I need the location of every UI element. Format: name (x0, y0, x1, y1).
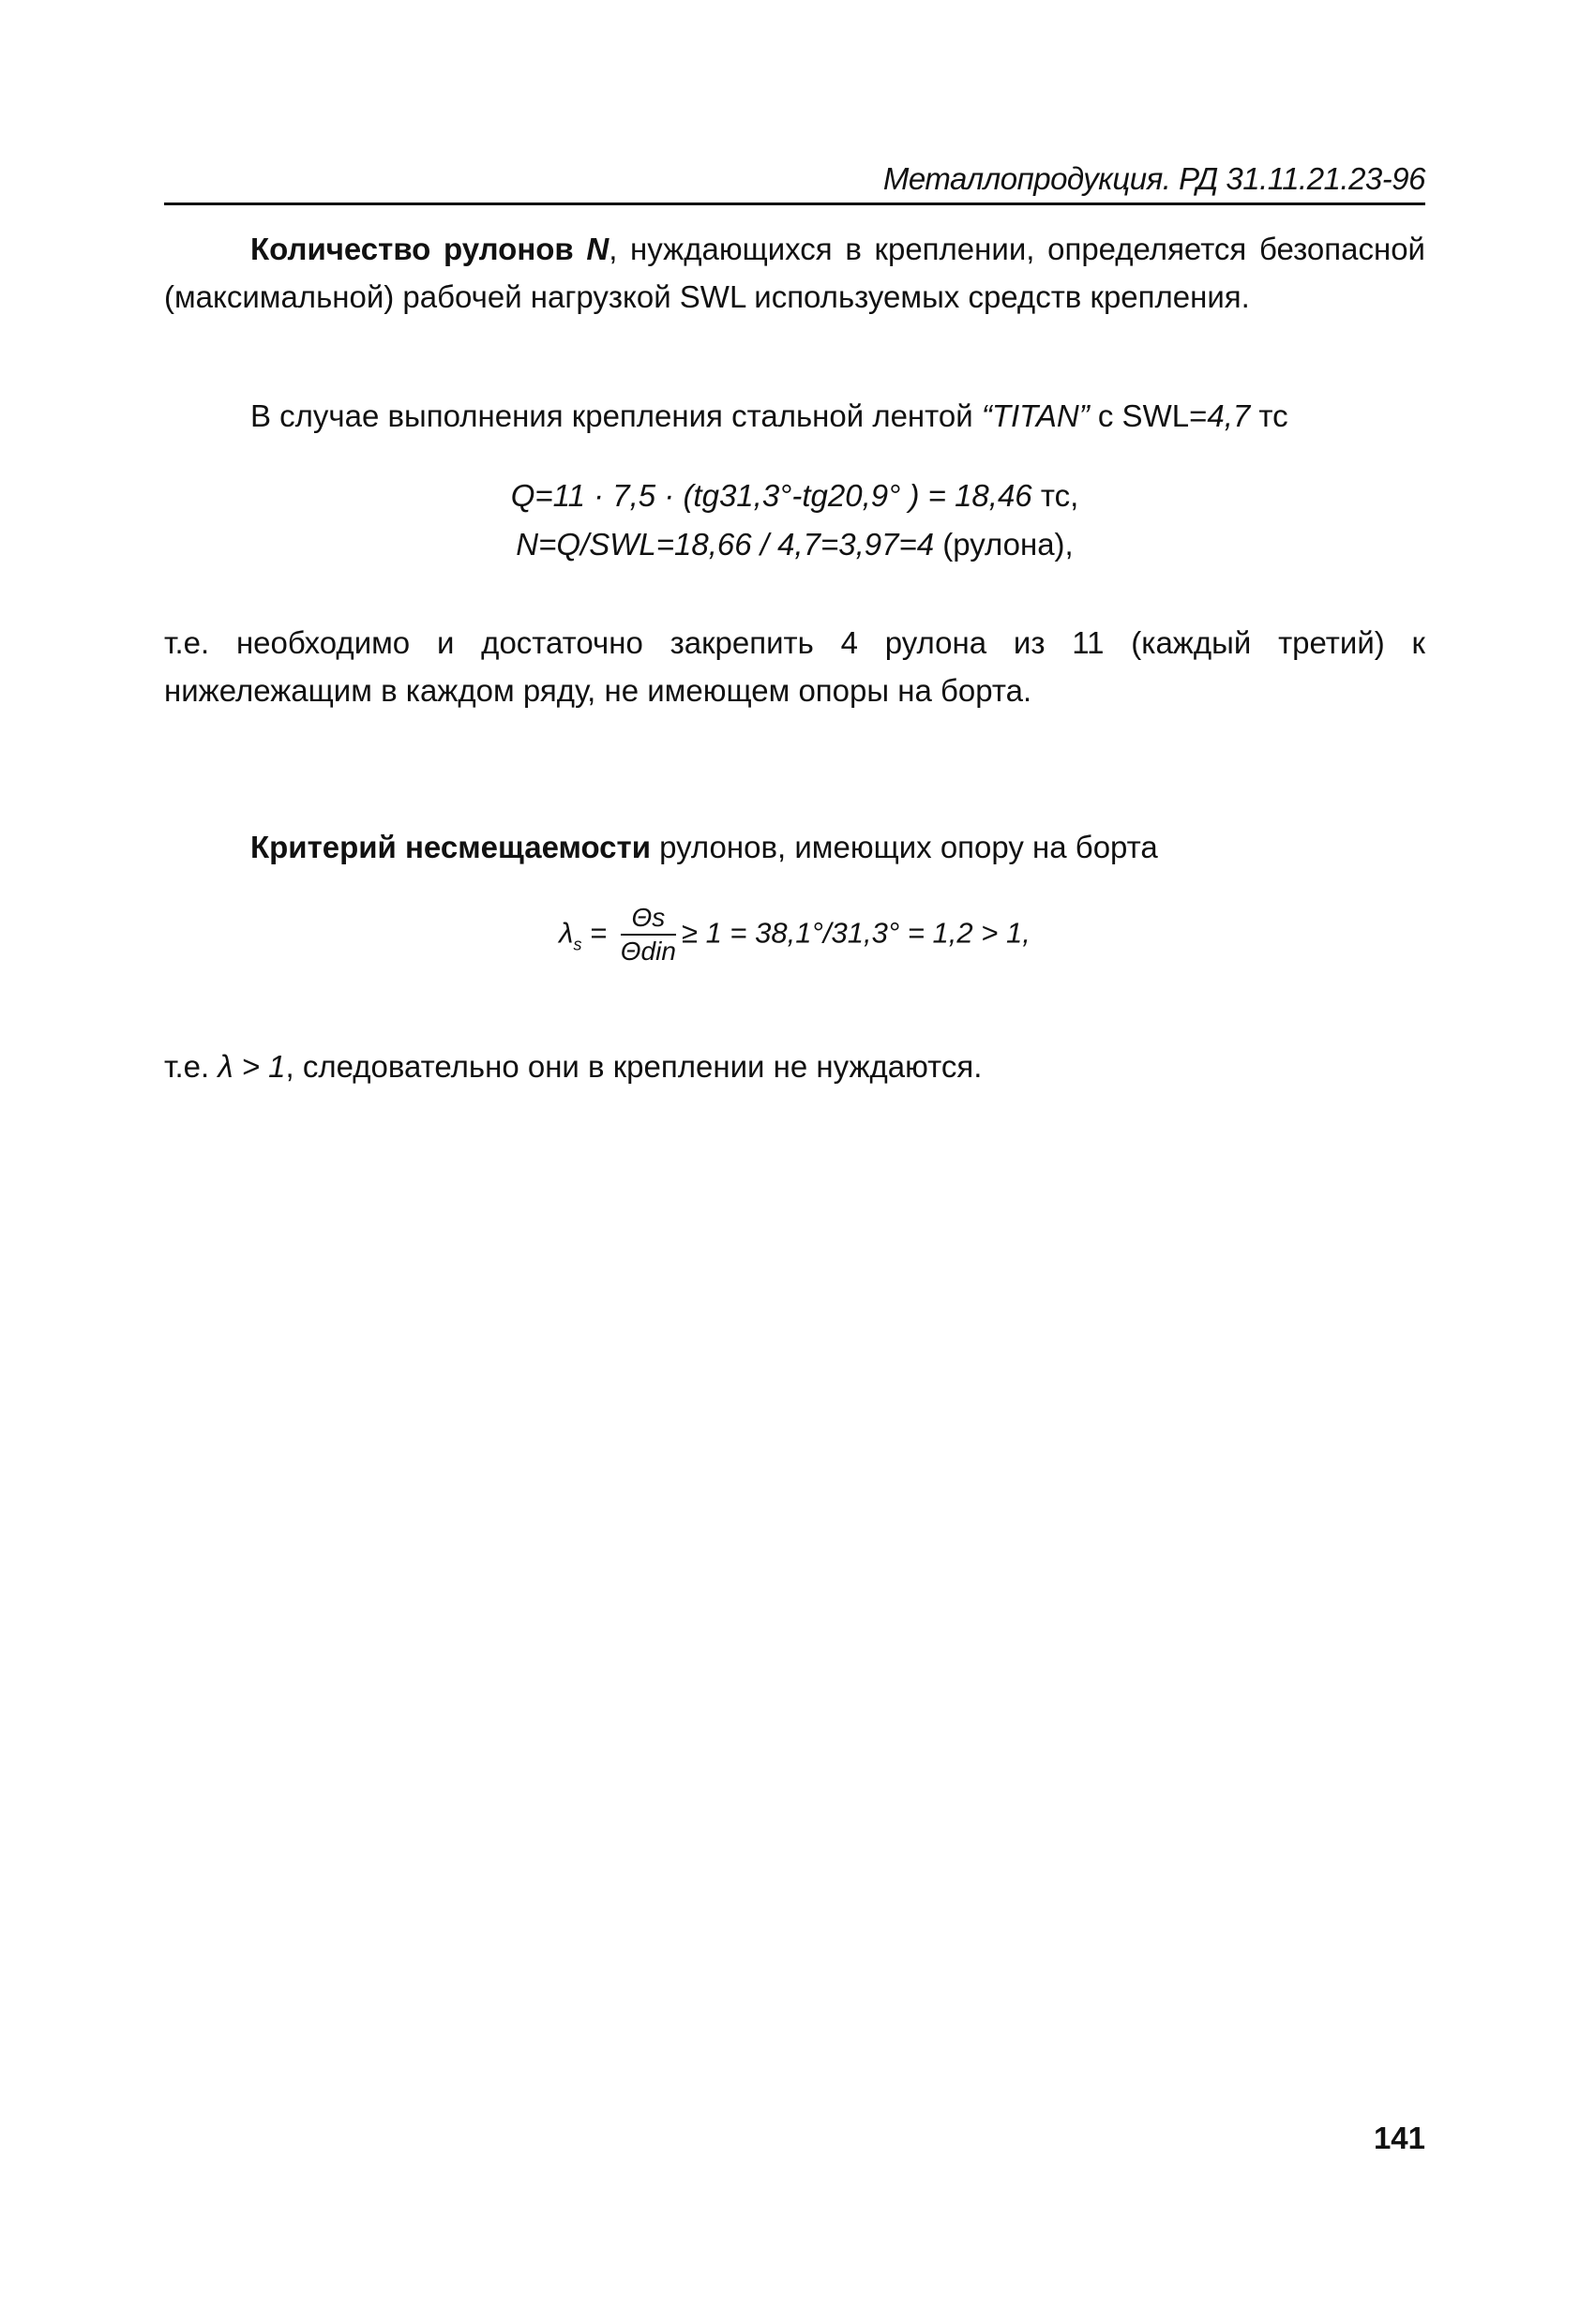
formula-q (164, 478, 1425, 514)
bold-lead: Критерий несмещаемости (250, 830, 651, 864)
fraction-numerator: Θs (621, 902, 676, 936)
equals-sign: = (581, 916, 615, 950)
paragraph-conclusion (164, 619, 1425, 714)
paragraph-result (164, 1042, 1425, 1090)
paragraph-criterion (164, 823, 1425, 871)
lambda-symbol: λ (559, 916, 574, 950)
fraction (621, 902, 676, 967)
formula-unit: (рулона), (934, 527, 1074, 562)
unit: тс (1250, 398, 1288, 433)
paragraph-text: , следовательно они в креплении не нуждаются. (285, 1049, 983, 1084)
lambda-subscript: s (573, 935, 582, 954)
formula-lambda (164, 902, 1425, 967)
formula-expression: N=Q/SWL=18,66 / 4,7=3,97=4 (516, 527, 935, 562)
swl-value: 4,7 (1207, 398, 1251, 433)
paragraph-text: , нуждающихся в креплении, определяется безопасной (максимальной) рабочей нагрузкой SWL используемых средств крепления. (164, 232, 1425, 314)
running-header: Металлопродукция. РД 31.11.21.23-96 (882, 161, 1425, 196)
paragraph-titan-case (164, 392, 1425, 440)
paragraph-roll-count (164, 225, 1425, 321)
paragraph-text: рулонов, имеющих опору на борта (651, 830, 1158, 864)
variable-n: N (586, 232, 609, 266)
formula-n (164, 527, 1425, 562)
paragraph-text: В случае выполнения крепления стальной лентой (250, 398, 982, 433)
formula-unit: тс, (1031, 478, 1079, 513)
lambda-condition: λ > 1 (218, 1049, 286, 1084)
formula-expression: Q=11 · 7,5 · (tg31,3°-tg20,9° ) = 18,46 (510, 478, 1032, 513)
formula-rhs: ≥ 1 = 38,1°/31,3° = 1,2 > 1, (681, 916, 1031, 950)
page-number: 141 (1373, 2121, 1425, 2155)
paragraph-text: т.е. (164, 1049, 218, 1084)
paragraph-text: с SWL= (1089, 398, 1208, 433)
bold-lead: Количество рулонов (250, 232, 587, 266)
brand-name: “TITAN” (981, 398, 1090, 433)
paragraph-text: т.е. необходимо и достаточно закрепить 4 рулона из 11 (каждый третий) к нижележащим в каждом ряду, не имеющем опоры на борта. (164, 625, 1425, 708)
fraction-denominator: Θdin (620, 937, 676, 966)
header-rule (164, 202, 1425, 205)
